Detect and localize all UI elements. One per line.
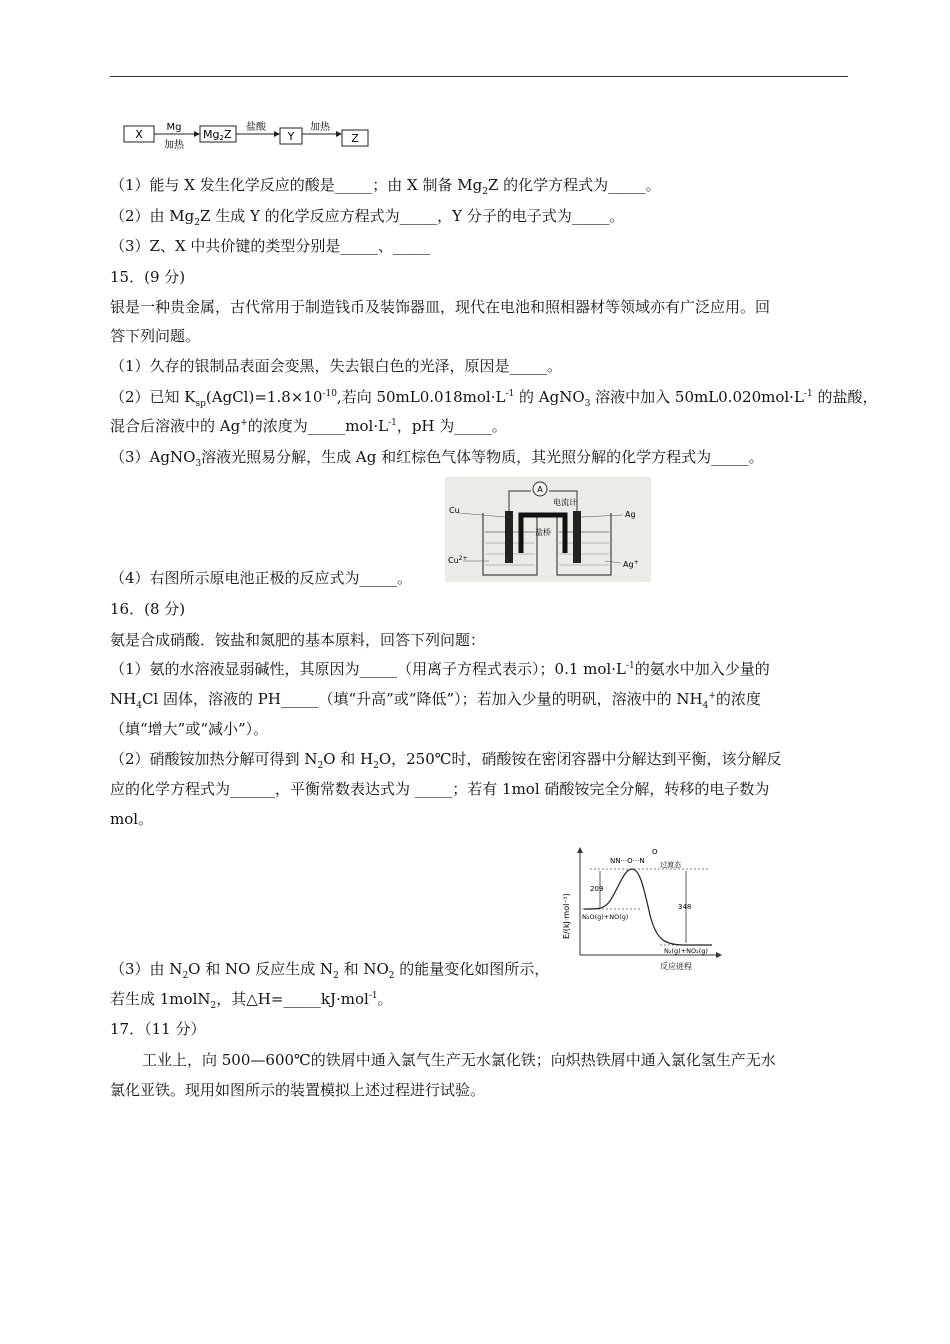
q16-part2-line3: mol。 bbox=[110, 810, 154, 828]
energy-profile-diagram bbox=[560, 845, 730, 975]
q17-body-line2: 氯化亚铁。现用如图所示的装置模拟上述过程进行试验。 bbox=[110, 1081, 486, 1099]
ag-label: Ag bbox=[625, 510, 636, 519]
energy-x-label: 反应进程 bbox=[660, 962, 692, 971]
ts-label: 过渡态 bbox=[660, 861, 681, 869]
q15-part2-line1: （2）已知 $K_{sp}(AgCl)=1.8\times 10^{-10}$,若向 $50mL0.018mol\cdot L^{-1}$ 的 AgNO$_3$ 溶液中加入 $50mL0.020mol\cdot L^{-1}$ 的盐酸， bbox=[110, 388, 878, 409]
energy-y-label: E/(kJ·mol⁻¹) bbox=[562, 893, 571, 939]
ts-formula: NN···O···N bbox=[610, 857, 645, 865]
arrow-2-reagent: 盐酸 bbox=[246, 122, 266, 133]
q17-body-line1: 工业上，向 500—600℃的铁屑中通入氯气生产无水氯化铁；向炽热铁屑中通入氯化氢生产无水 bbox=[142, 1051, 776, 1069]
arrow-1-head bbox=[194, 131, 200, 137]
box-mg2z-label: Mg2Z bbox=[203, 128, 232, 142]
q16-part3-line1: （3）由 $N_2O$ 和 NO 反应生成 $N_2$ 和 $NO_2$ 的能量变化如图所示， bbox=[110, 960, 550, 981]
ag-ion-label: Ag+ bbox=[623, 559, 639, 569]
cu-ion-label: $Cu^{2+}$ bbox=[448, 555, 468, 565]
q15-heading: 15．(9 分) bbox=[110, 268, 186, 286]
salt-bridge-label: 盐桥 bbox=[535, 528, 551, 537]
q15-part3: （3）AgNO$_3$溶液光照易分解，生成 Ag 和红棕色气体等物质，其光照分解的化学方程式为_____。 bbox=[110, 448, 764, 469]
box-x-label: X bbox=[135, 128, 143, 141]
ag-electrode bbox=[573, 511, 581, 563]
ts-oxygen: O bbox=[652, 848, 658, 856]
q15-part1: （1）久存的银制品表面会变黑，失去银白色的光泽，原因是_____。 bbox=[110, 357, 563, 375]
reverse-ea-value: 348 bbox=[678, 903, 692, 911]
q16-part3-line2: 若生成 1molN$_2$，其△H=_____kJ·mol$^{-1}$。 bbox=[110, 990, 393, 1011]
q15-intro-line1: 银是一种贵金属，古代常用于制造钱币及装饰器皿，现代在电池和照相器材等领域亦有广泛应用。回 bbox=[110, 298, 771, 316]
q16-part1-line1: （1）氨的水溶液显弱碱性，其原因为_____（用离子方程式表示）；0.1 $mol\cdot L^{-1}$的氨水中加入少量的 bbox=[110, 660, 770, 678]
arrow-3-condition: 加热 bbox=[310, 122, 330, 133]
q15-part4: （4）右图所示原电池正极的反应式为_____。 bbox=[110, 569, 413, 587]
arrow-2-head bbox=[274, 131, 280, 137]
header-rule bbox=[110, 76, 848, 77]
q16-part2-line1: （2）硝酸铵加热分解可得到 $N_2O$ 和 $H_2O$，250℃时，硝酸铵在密闭容器中分解达到平衡，该分解反 bbox=[110, 750, 782, 771]
products-label: N₂(g)+NO₂(g) bbox=[664, 947, 708, 955]
q15-intro-line2: 答下列问题。 bbox=[110, 327, 201, 345]
cu-label: Cu bbox=[449, 506, 460, 515]
q14-part2: （2）由 $Mg_2Z$ 生成 Y 的化学反应方程式为_____，Y 分子的电子式为_____。 bbox=[110, 207, 625, 228]
reactants-label: N₂O(g)+NO(g) bbox=[582, 913, 629, 921]
q14-part1: （1）能与 X 发生化学反应的酸是_____；由 X 制备 $Mg_2Z$ 的化学方程式为_____。 bbox=[110, 176, 661, 197]
q16-heading: 16．(8 分) bbox=[110, 600, 186, 618]
reaction-curve bbox=[584, 869, 712, 945]
q15-part2-line2: 混合后溶液中的 Ag+的浓度为$\_\_\_\_\_mol\cdot L^{-1}$，pH 为_____。 bbox=[110, 417, 507, 435]
q16-part1-line3: （填“增大”或“减小”）。 bbox=[110, 720, 269, 738]
galvanic-cell-figure bbox=[445, 477, 651, 582]
arrow-1-condition: 加热 bbox=[164, 140, 184, 151]
energy-y-arrow bbox=[577, 847, 583, 853]
energy-x-arrow bbox=[716, 952, 722, 958]
q16-part2-line2: 应的化学方程式为______，平衡常数表达式为 _____；若有 1mol 硝酸铵完全分解，转移的电子数为 bbox=[110, 780, 770, 798]
arrow-3-head bbox=[336, 131, 342, 137]
box-z-label: Z bbox=[351, 132, 359, 145]
q14-part3: （3）Z、X 中共价键的类型分别是_____、_____ bbox=[110, 237, 431, 255]
reaction-flowchart bbox=[122, 120, 402, 160]
q17-heading: 17．（11 分） bbox=[110, 1020, 206, 1038]
ammeter-label: 电流计 bbox=[553, 498, 577, 507]
box-y-label: Y bbox=[287, 130, 295, 143]
arrow-1-reagent: Mg bbox=[166, 122, 182, 133]
q16-part1-line2: $NH_4Cl$ 固体，溶液的 PH_____（填“升高”或“降低”）；若加入少量的明矾，溶液中的 $NH_4^+$的浓度 bbox=[110, 690, 761, 711]
cu-electrode bbox=[505, 511, 513, 563]
ammeter-symbol: A bbox=[537, 485, 543, 494]
ea-value: 209 bbox=[590, 885, 604, 893]
q16-intro: 氨是合成硝酸．铵盐和氮肥的基本原料，回答下列问题： bbox=[110, 631, 486, 649]
